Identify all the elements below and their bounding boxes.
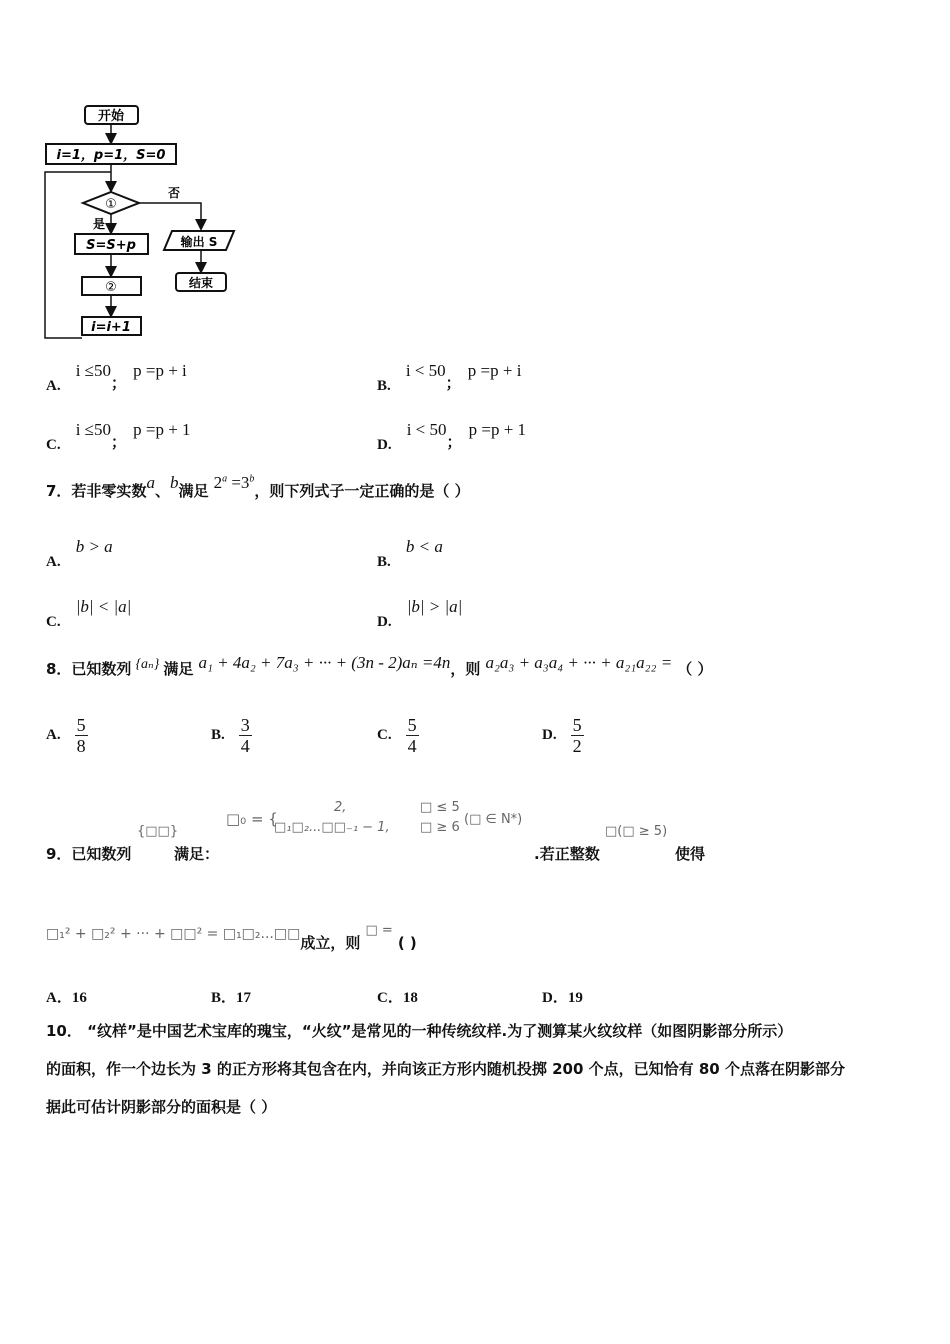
q8-option-a[interactable] (46, 715, 88, 756)
q9-cond: □(□ ≥ 5) (605, 824, 668, 839)
q10-line1: 10． “纹样”是中国艺术宝库的瑰宝，“火纹”是常见的一种传统纹样.为了测算某火纹纹样（如图阴影部分所示） (46, 1022, 793, 1040)
q6-option-c[interactable] (46, 419, 191, 453)
q9-blank: □ = (365, 923, 393, 938)
q8-prefix: 8．已知数列 (46, 660, 132, 678)
q10-line3: 据此可估计阴影部分的面积是（ ） (46, 1098, 277, 1116)
q8-expr: a₁ + 4a₂ + 7a₃ + ··· + (3n - 2)aₙ =4n (198, 653, 451, 672)
option-sep: ； (446, 435, 462, 451)
option-expr: p =p + i (133, 361, 187, 380)
q9-paren: ( ) (397, 934, 417, 952)
option-expr: p =p + 1 (468, 420, 527, 439)
option-label: B. (377, 378, 391, 394)
q9-middle: .若正整数 (534, 845, 600, 863)
end-label: 结束 (188, 276, 214, 290)
option-cond: i ≤50 (75, 420, 111, 439)
init-label: i=1，p=1，S=0 (56, 148, 166, 163)
q7-exp1: a (222, 473, 228, 485)
q9-seq: {□□} (137, 824, 179, 839)
q7-base1: 2 (213, 473, 223, 492)
increment-label: i=i+1 (91, 320, 131, 335)
q8-seq: {aₙ} (135, 657, 160, 672)
option-label: A. (46, 727, 61, 743)
q8-then: ，则 (450, 660, 481, 678)
option-value: 16 (71, 990, 87, 1006)
option-expr: b < a (405, 537, 443, 556)
q10-line2: 的面积，作一个边长为 3 的正方形将其包含在内，并向该正方形内随机投掷 200 个点，已知恰有 80 个点落在阴影部分 (46, 1060, 845, 1078)
numerator: 3 (240, 715, 250, 735)
numerator: 5 (407, 715, 417, 735)
denominator: 8 (76, 736, 86, 756)
q6-option-b[interactable] (377, 360, 522, 394)
sum-label: S=S+p (86, 238, 136, 253)
start-label: 开始 (97, 109, 125, 124)
option-expr: p =p + 1 (133, 420, 191, 439)
q7-eqmid: =3 (227, 473, 250, 492)
q9-eq: □₁² + □₂² + ··· + □□² = □₁□₂...□□ (46, 926, 301, 942)
option-label: C． (377, 990, 403, 1006)
q8-option-d[interactable] (542, 715, 584, 756)
option-sep: ； (111, 435, 127, 451)
q9-domain: (□ ∈ N*) (464, 812, 523, 827)
q9-case2-cond: □ ≥ 6 (420, 820, 460, 835)
option-expr: p =p + i (467, 361, 522, 380)
option-fraction (406, 715, 419, 756)
q9-option-b[interactable] (211, 986, 251, 1007)
q9-option-d[interactable] (542, 986, 583, 1007)
q9-case2: □₁□₂...□□₋₁ − 1, (274, 820, 390, 835)
q7-prefix: 7．若非零实数 (46, 482, 147, 500)
option-label: B． (211, 990, 237, 1006)
question-10 (46, 1012, 906, 1126)
denominator: 4 (407, 736, 417, 756)
option-fraction (239, 715, 252, 756)
option-label: D. (542, 727, 557, 743)
q7-option-b[interactable] (377, 537, 443, 570)
option-expr: |b| > |a| (406, 597, 463, 616)
option-cond: i < 50 (406, 420, 447, 439)
q9-piecewise (226, 800, 536, 844)
denominator: 2 (572, 736, 582, 756)
q7-option-a[interactable] (46, 537, 113, 570)
denominator: 4 (240, 736, 250, 756)
option-label: C. (377, 727, 392, 743)
option-sep: ； (111, 376, 127, 392)
option-label: A. (46, 378, 61, 394)
numerator: 5 (572, 715, 582, 735)
option-label: B. (211, 727, 225, 743)
q6-option-a[interactable] (46, 360, 187, 394)
q7-option-d[interactable] (377, 597, 463, 630)
step2-label: ② (105, 280, 117, 295)
q8-mid: 满足 (163, 660, 194, 678)
option-fraction (75, 715, 88, 756)
q7-var-a: a (146, 473, 155, 492)
flowchart (40, 100, 250, 345)
q9-eq-suffix: 成立，则 (300, 934, 361, 952)
option-expr: b > a (75, 537, 113, 556)
q9-tail: 使得 (675, 845, 706, 863)
q9-equation-line (46, 922, 417, 952)
q8-option-c[interactable] (377, 715, 419, 756)
option-label: D． (542, 990, 568, 1006)
no-label: 否 (167, 186, 181, 200)
option-cond: i < 50 (405, 361, 446, 380)
output-label: 输出 S (180, 235, 218, 249)
condition-label: ① (105, 197, 117, 212)
q7-option-c[interactable] (46, 597, 132, 630)
q7-exp2: b (249, 473, 255, 485)
q9-prefix: 9．已知数列 (46, 845, 132, 863)
q8-option-b[interactable] (211, 715, 252, 756)
option-label: D. (377, 437, 392, 453)
option-label: C. (46, 614, 61, 630)
option-sep: ； (445, 376, 461, 392)
q7-sep: 、 (154, 482, 170, 500)
option-expr: |b| < |a| (75, 597, 132, 616)
q6-option-d[interactable] (377, 419, 527, 453)
q8-suffix: （ ） (677, 660, 713, 678)
option-value: 18 (402, 990, 418, 1006)
q8-expr2: a₂a₃ + a₃a₄ + ··· + a₂₁a₂₂ = (485, 653, 673, 672)
numerator: 5 (76, 715, 86, 735)
question-8 (46, 653, 713, 679)
option-fraction (571, 715, 584, 756)
option-label: B. (377, 554, 391, 570)
option-value: 17 (236, 990, 252, 1006)
option-label: C. (46, 437, 61, 453)
option-label: A. (46, 554, 61, 570)
q9-lhs: □₀ = { (226, 810, 278, 828)
yes-label: 是 (92, 217, 106, 231)
q9-mid: 满足： (174, 845, 220, 863)
option-cond: i ≤50 (75, 361, 111, 380)
q7-var-b: b (169, 473, 179, 492)
q9-option-a[interactable] (46, 986, 87, 1007)
q9-case1: 2, (334, 800, 347, 815)
option-label: D. (377, 614, 392, 630)
q7-equation (214, 473, 255, 492)
option-label: A． (46, 990, 72, 1006)
q7-mid: 满足 (178, 482, 209, 500)
q7-suffix: ，则下列式子一定正确的是（ ） (254, 482, 470, 500)
q9-option-c[interactable] (377, 986, 418, 1007)
q9-case1-cond: □ ≤ 5 (420, 800, 460, 815)
option-value: 19 (567, 990, 583, 1006)
question-7 (46, 473, 470, 501)
